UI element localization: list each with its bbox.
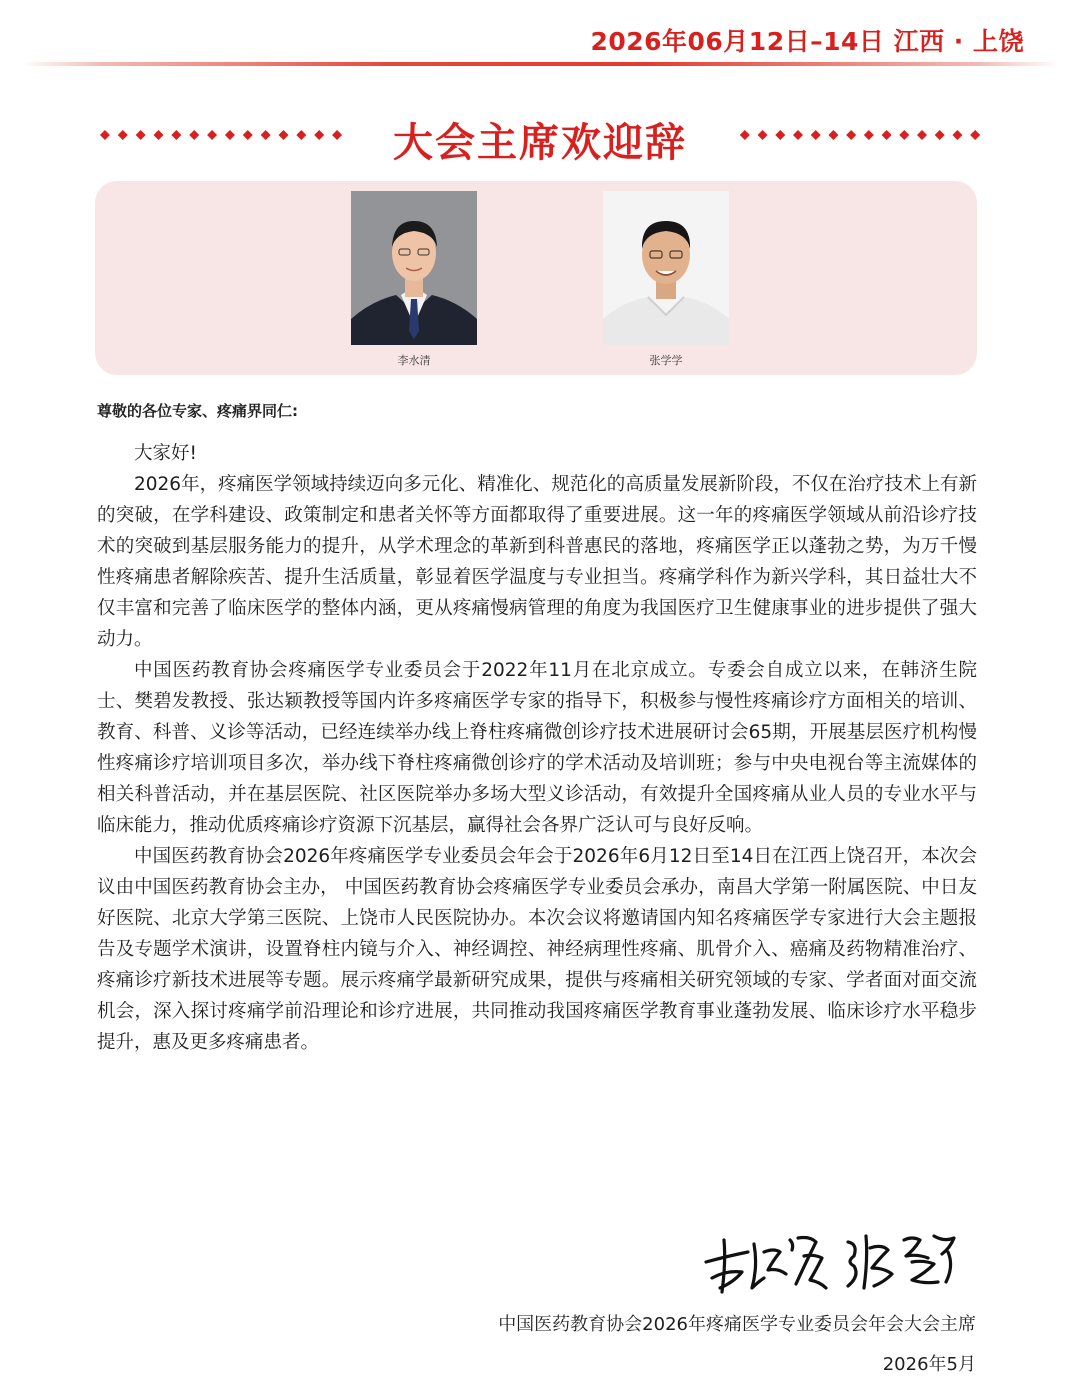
diamond-divider-right: [736, 129, 984, 141]
event-date-location: 2026年06月12日–14日 江西 · 上饶: [590, 27, 1024, 56]
diamond-ornament: [970, 130, 980, 140]
diamond-ornament: [811, 130, 821, 140]
letter-paragraph: 中国医药教育协会疼痛医学专业委员会于2022年11月在北京成立。专委会自成立以来，在韩济生院士、樊碧发教授、张达颖教授等国内许多疼痛医学专家的指导下，积极参与慢性疼痛诊疗方面相关的培训、教育、科普、义诊等活动，已经连续举办线上脊柱疼痛微创诊疗技术进展研讨会65期，开展基层医疗机构慢性疼痛诊疗培训项目多次，举办线下脊柱疼痛微创诊疗的学术活动及培训班；参与中央电视台等主流媒体的相关科普活动，并在基层医院、社区医院举办多场大型义诊活动，有效提升全国疼痛从业人员的专业水平与临床能力，推动优质疼痛诊疗资源下沉基层，赢得社会各界广泛认可与良好反响。: [97, 660, 977, 836]
letter-paragraph: 中国医药教育协会2026年疼痛医学专业委员会年会于2026年6月12日至14日在江西上饶召开，本次会议由中国医药教育协会主办， 中国医药教育协会疼痛医学专业委员会承办，南昌大学第一附属医院、中日友好医院、北京大学第三医院、上饶市人民医院协办。本次会议将邀请国内知名疼痛医学专家进行大会主题报告及专题学术演讲，设置脊柱内镜与介入、神经调控、神经病理性疼痛、肌骨介入、癌痛及药物精准治疗、疼痛诊疗新技术进展等专题。展示疼痛学最新研究成果，提供与疼痛相关研究领域的专家、学者面对面交流机会，深入探讨疼痛学前沿理论和诊疗进展，共同推动我国疼痛医学教育事业蓬勃发展、临床诊疗水平稳步提升，惠及更多疼痛患者。: [97, 846, 977, 1053]
letter-paragraph: 2026年，疼痛医学领域持续迈向多元化、精准化、规范化的高质量发展新阶段，不仅在治疗技术上有新的突破，在学科建设、政策制定和患者关怀等方面都取得了重要进展。这一年的疼痛医学领域从前沿诊疗技术的突破到基层服务能力的提升，从学术理念的革新到科普惠民的落地，疼痛医学正以蓬勃之势，为万千慢性疼痛患者解除疾苦、提升生活质量，彰显着医学温度与专业担当。疼痛学科作为新兴学科，其日益壮大不仅丰富和完善了临床医学的整体内涵，更从疼痛慢病管理的角度为我国医疗卫生健康事业的进步提供了强大动力。: [97, 474, 977, 650]
chair-portrait-zhang: [603, 191, 729, 345]
top-header: [0, 0, 1080, 70]
diamond-ornament: [846, 130, 856, 140]
diamond-ornament: [952, 130, 962, 140]
letter-body: [97, 438, 977, 1058]
chairs-photo-panel: [95, 181, 977, 375]
diamond-ornament: [935, 130, 945, 140]
diamond-ornament: [775, 130, 785, 140]
closing-date: 2026年5月: [882, 1354, 976, 1375]
diamond-ornament: [758, 130, 768, 140]
header-divider: [20, 62, 1060, 66]
diamond-ornament: [864, 130, 874, 140]
handwritten-signature: [698, 1222, 968, 1298]
closing-organization: 中国医药教育协会2026年疼痛医学专业委员会年会大会主席: [498, 1314, 976, 1335]
diamond-ornament: [917, 130, 927, 140]
diamond-ornament: [882, 130, 892, 140]
diamond-ornament: [793, 130, 803, 140]
chair-portrait-li: [351, 191, 477, 345]
diamond-ornament: [899, 130, 909, 140]
letter-salutation: 尊敬的各位专家、疼痛界同仁:: [97, 402, 298, 420]
diamond-ornament: [828, 130, 838, 140]
chair-name-li: 李水清: [397, 354, 431, 367]
letter-greeting: 大家好!: [134, 443, 197, 464]
page-title: 大会主席欢迎辞: [393, 120, 687, 166]
title-row: [0, 105, 1080, 165]
diamond-ornament: [740, 130, 750, 140]
chair-name-zhang: 张学学: [649, 354, 683, 367]
